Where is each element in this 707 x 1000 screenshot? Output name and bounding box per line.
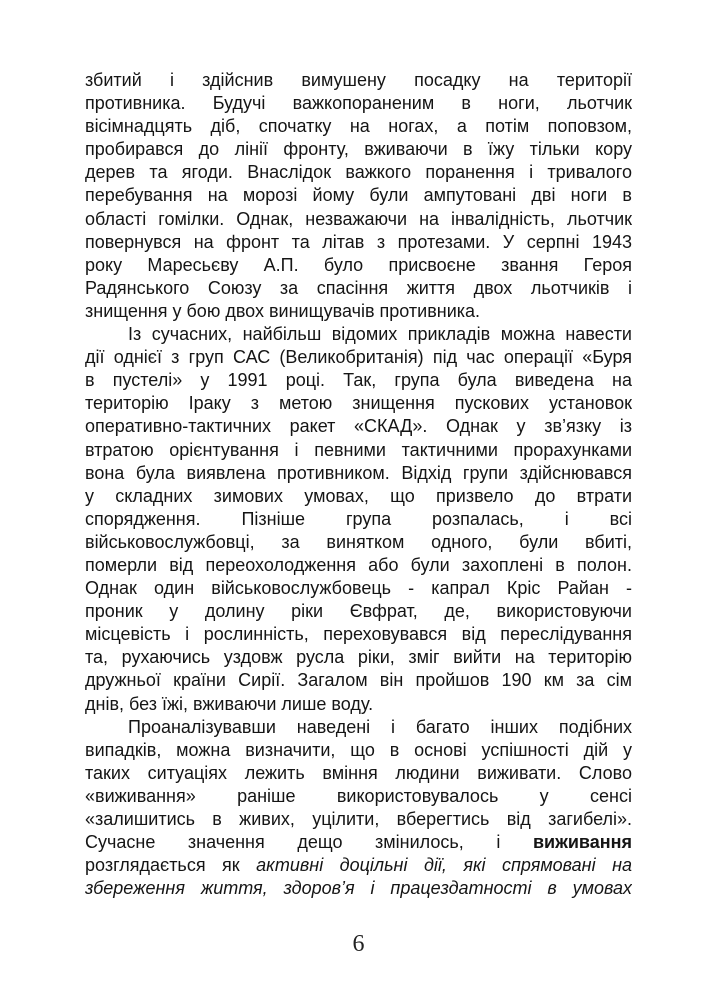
text-line	[85, 462, 632, 485]
text-line	[85, 485, 632, 508]
text-line	[85, 69, 632, 92]
text-line	[85, 762, 632, 785]
bold-text: виживання	[532, 832, 632, 853]
text-line	[85, 693, 632, 716]
text-line	[85, 277, 632, 300]
text-line	[85, 531, 632, 554]
text-segment: оперативно-тактичних ракет «СКАД». Однак у зв’язку із	[85, 416, 632, 437]
text-line	[85, 184, 632, 207]
text-segment: знищення у бою двох винищувачів противника.	[85, 300, 481, 321]
text-line	[85, 716, 632, 739]
text-line	[85, 392, 632, 415]
text-line	[85, 138, 632, 161]
text-line	[85, 600, 632, 623]
text-segment: втратою орієнтування і певними тактичними прорахунками	[85, 439, 632, 460]
paragraph-pilot-story	[85, 69, 632, 323]
text-line	[85, 369, 632, 392]
text-line	[85, 300, 632, 323]
text-segment: у складних зимових умовах, що призвело до втрати	[85, 485, 632, 506]
text-segment: днів, без їжі, вживаючи лише воду.	[85, 693, 374, 714]
text-line	[85, 877, 632, 900]
text-segment: військовослужбовці, за винятком одного, були вбиті,	[85, 531, 632, 552]
text-segment: повернувся на фронт та літав з протезами. У серпні 1943	[85, 231, 632, 252]
text-line	[85, 785, 632, 808]
text-line	[85, 231, 632, 254]
text-line	[85, 808, 632, 831]
text-segment: області гомілки. Однак, незважаючи на інвалідність, льотчик	[85, 208, 632, 229]
text-line	[85, 92, 632, 115]
text-segment: «виживання» раніше використовувалось у сенсі	[85, 785, 632, 806]
text-line	[85, 208, 632, 231]
text-segment: в пустелі» у 1991 році. Так, група була виведена на	[85, 370, 632, 391]
text-line	[85, 646, 632, 669]
text-segment: та, рухаючись уздовж русла ріки, зміг вийти на територію	[85, 647, 632, 668]
text-segment: розглядається як	[85, 855, 257, 876]
text-line	[85, 669, 632, 692]
text-segment: територію Іраку з метою знищення пускових установок	[85, 393, 632, 414]
text-line	[85, 739, 632, 762]
text-segment: вона була виявлена противником. Відхід групи здійснювався	[85, 462, 632, 483]
text-segment: таких ситуаціях лежить вміння людини виживати. Слово	[85, 762, 632, 783]
paragraph-survival-definition	[85, 716, 632, 901]
text-line	[85, 854, 632, 877]
text-line	[85, 254, 632, 277]
italic-text: активні доцільні дії, які спрямовані на	[256, 855, 632, 876]
text-line	[85, 508, 632, 531]
text-segment: Із сучасних, найбільш відомих прикладів можна навести	[128, 324, 632, 345]
text-segment: дружньої країни Сирії. Загалом він пройшов 190 км за сім	[85, 670, 632, 691]
text-segment: вісімнадцять діб, спочатку на ногах, а потім поповзом,	[85, 116, 632, 137]
text-segment: Однак один військовослужбовець - капрал Кріс Райан -	[85, 578, 632, 599]
text-segment: перебування на морозі йому були ампутовані дві ноги в	[85, 185, 632, 206]
text-segment: Проаналізувавши наведені і багато інших подібних	[128, 716, 632, 737]
text-line	[85, 439, 632, 462]
body-text	[85, 69, 632, 900]
text-line	[85, 577, 632, 600]
text-segment: пробирався до лінії фронту, вживаючи в їжу тільки кору	[85, 139, 632, 160]
text-line	[85, 554, 632, 577]
italic-text: збереження життя, здоров’я і працездатності в умовах	[85, 878, 632, 899]
text-segment: року Маресьєву А.П. було присвоєне звання Героя	[85, 254, 632, 275]
text-line	[85, 323, 632, 346]
text-line	[85, 415, 632, 438]
text-line	[85, 623, 632, 646]
text-segment: Радянського Союзу за спасіння життя двох льотчиків і	[85, 277, 632, 298]
text-segment: проник у долину ріки Євфрат, де, використовуючи	[85, 601, 632, 622]
text-line	[85, 161, 632, 184]
text-segment: збитий і здійснив вимушену посадку на території	[85, 70, 632, 90]
text-line	[85, 346, 632, 369]
text-segment: дерев та ягоди. Внаслідок важкого поранення і тривалого	[85, 162, 632, 183]
text-line	[85, 115, 632, 138]
text-segment: місцевість і рослинність, переховувався від переслідування	[85, 624, 632, 645]
text-segment: «залишитись в живих, уцілити, вберегтись від загибелі».	[85, 809, 632, 829]
text-segment: противника. Будучі важкопораненим в ноги, льотчик	[85, 93, 632, 114]
text-segment: спорядження. Пізніше група розпалась, і всі	[85, 508, 632, 529]
text-segment: дії однієї з груп САС (Великобританія) під час операції «Буря	[85, 347, 632, 368]
text-line	[85, 831, 632, 854]
text-segment: випадків, можна визначити, що в основі успішності дій у	[85, 739, 632, 760]
text-segment: Сучасне значення дещо змінилось, і	[85, 832, 533, 853]
paragraph-sas-example	[85, 323, 632, 716]
text-segment: померли від переохолодження або були захоплені в полон.	[85, 554, 632, 575]
page-number: 6	[352, 931, 365, 957]
